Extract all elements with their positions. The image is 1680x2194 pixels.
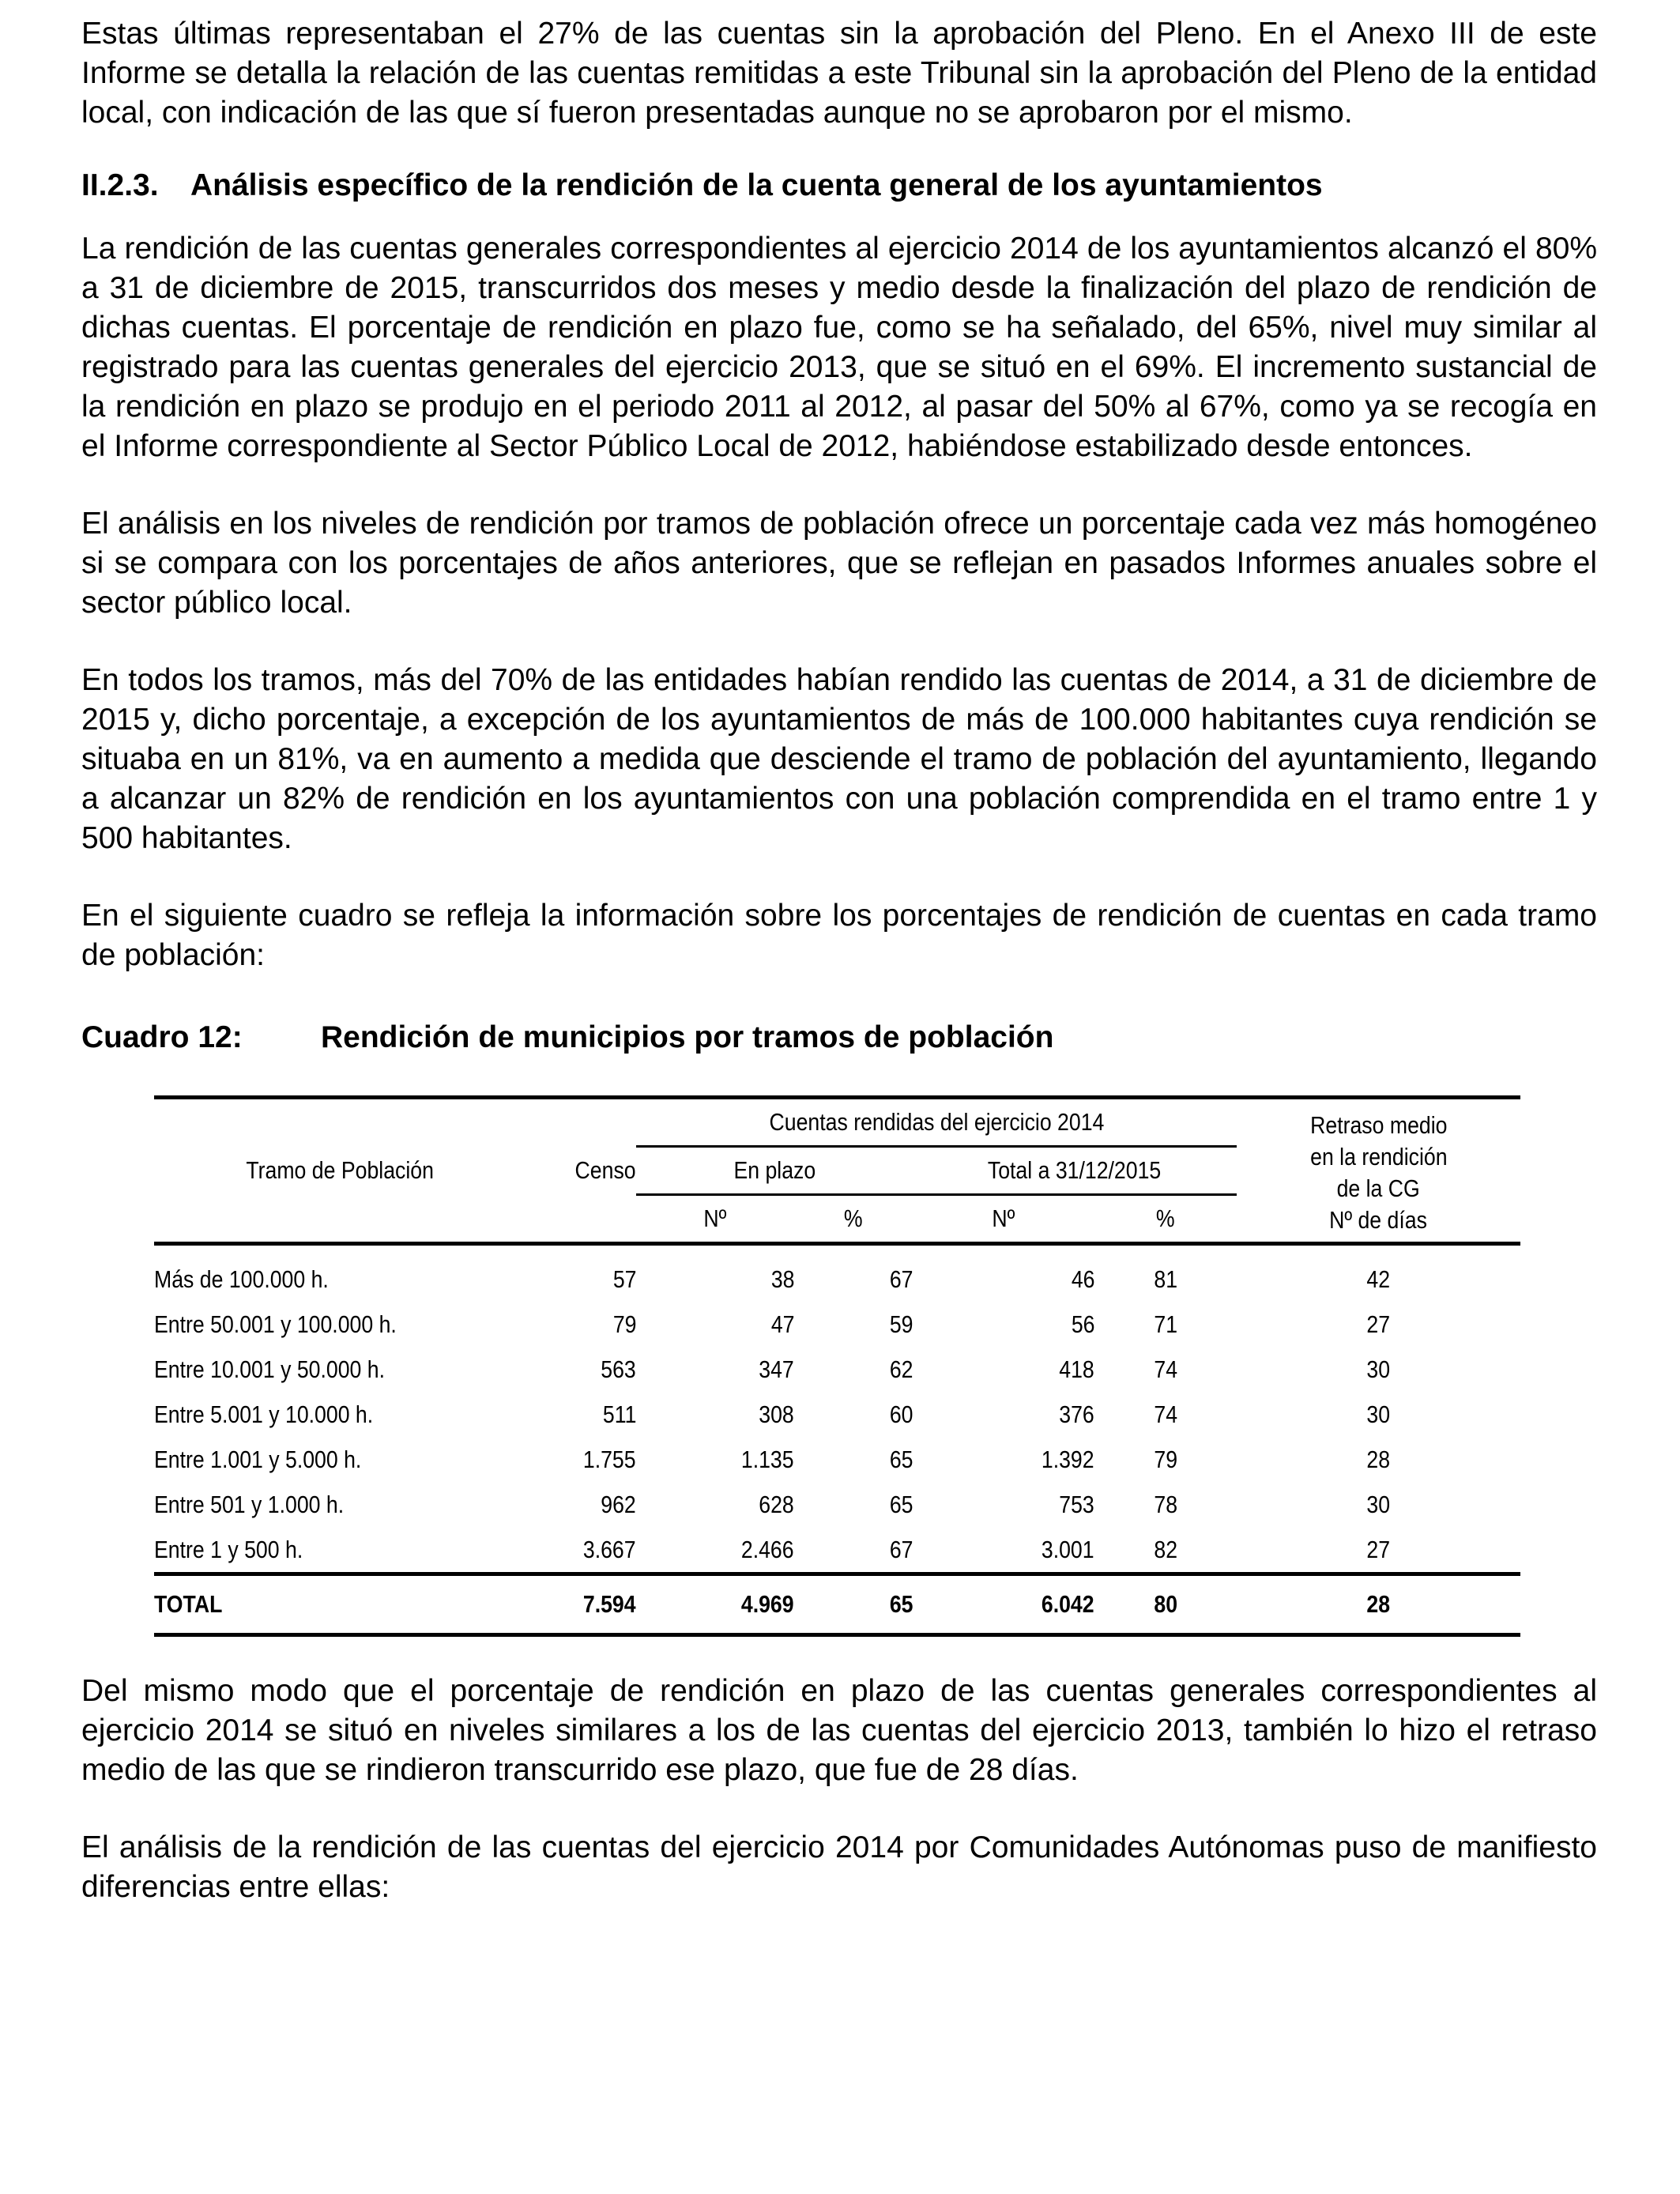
paragraph-comunidades: El análisis de la rendición de las cuentas del ejercicio 2014 por Comunidades Autónomas puso de manifiesto diferencias entre ellas: — [81, 1830, 1597, 1904]
paragraph-anexo: Estas últimas representaban el 27% de las cuentas sin la aprobación del Pleno. En el Anexo III de este Informe se detalla la relación de las cuentas remitidas a este Tribunal sin la aprobación del Pleno de la entidad local, con indicación de las que sí fueron presentadas aunque no se aprobaron por el mismo. — [81, 17, 1597, 130]
table-row: Entre 1 y 500 h. 3.667 2.466 67 3.001 82 27 — [154, 1535, 1391, 1563]
header-n-total: Nº — [992, 1204, 1015, 1232]
table-body — [154, 1244, 1520, 1635]
document-page — [81, 14, 1597, 1907]
table-row: Entre 501 y 1.000 h. 962 628 65 753 78 30 — [154, 1490, 1391, 1518]
caption-title: Rendición de municipios por tramos de población — [321, 1020, 1054, 1054]
header-total-fecha: Total a 31/12/2015 — [913, 1147, 1237, 1195]
header-cuentas-rendidas: Cuentas rendidas del ejercicio 2014 — [636, 1098, 1237, 1147]
caption-label: Cuadro 12: — [81, 1020, 243, 1054]
section-heading — [81, 166, 1597, 205]
header-pct-plazo: % — [844, 1204, 863, 1232]
paragraph-todos-tramos: En todos los tramos, más del 70% de las entidades habían rendido las cuentas de 2014, a 31 de diciembre de 2015 y, dicho porcentaje, a excepción de los ayuntamientos de más de 100.000 habitantes cuya rendición se situaba en un 81%, va en aumento a medida que desciende el tramo de población del ayuntamiento, llegando a alcanzar un 82% de rendición en los ayuntamientos con una población comprendida en el tramo entre 1 y 500 habitantes. — [81, 663, 1597, 855]
paragraph-analisis-tramos: El análisis en los niveles de rendición por tramos de población ofrece un porcentaje cada vez más homogéneo si se compara con los porcentajes de años anteriores, que se reflejan en pasados Informes anuales sobre el sector público local. — [81, 507, 1597, 620]
section-number: II.2.3. — [81, 168, 159, 202]
data-table — [154, 1095, 1520, 1637]
paragraph-rendicion: La rendición de las cuentas generales correspondientes al ejercicio 2014 de los ayuntamientos alcanzó el 80% a 31 de diciembre de 2015, transcurridos dos meses y medio desde la finalización del plazo de rendición de dichas cuentas. El porcentaje de rendición en plazo fue, como se ha señalado, del 65%, nivel muy similar al registrado para las cuentas generales del ejercicio 2013, que se situó en el 69%. El incremento sustancial de la rendición en plazo se produjo en el periodo 2011 al 2012, al pasar del 50% al 67%, como ya se recogía en el Informe correspondiente al Sector Público Local de 2012, habiéndose estabilizado desde entonces. — [81, 232, 1597, 463]
table-container — [154, 1095, 1520, 1637]
header-n-plazo: Nº — [703, 1204, 727, 1232]
table-row: Entre 5.001 y 10.000 h. 511 308 60 376 74 30 — [154, 1400, 1391, 1428]
header-censo: Censo — [574, 1156, 636, 1184]
header-pct-total: % — [1156, 1204, 1175, 1232]
header-retraso: Retraso medio en la rendición de la CG Nº de días — [1309, 1111, 1448, 1234]
table-row: Entre 1.001 y 5.000 h. 1.755 1.135 65 1.392 79 28 — [154, 1445, 1391, 1473]
paragraph-retraso-medio: Del mismo modo que el porcentaje de rendición en plazo de las cuentas generales correspondientes al ejercicio 2014 se situó en niveles similares a los de las cuentas del ejercicio 2013, también lo hizo el retraso medio de las que se rindieron transcurrido ese plazo, que fue de 28 días. — [81, 1674, 1597, 1787]
table-total-row: TOTAL 7.594 4.969 65 6.042 80 28 — [154, 1574, 1520, 1635]
table-row: Más de 100.000 h. 57 38 67 46 81 42 — [154, 1265, 1391, 1293]
table-row: Entre 50.001 y 100.000 h. 79 47 59 56 71 27 — [154, 1310, 1391, 1338]
paragraph-intro-cuadro: En el siguiente cuadro se refleja la información sobre los porcentajes de rendición de cuentas en cada tramo de población: — [81, 899, 1597, 972]
header-en-plazo: En plazo — [636, 1147, 913, 1195]
table-caption — [81, 1018, 1597, 1057]
section-title: Análisis específico de la rendición de la cuenta general de los ayuntamientos — [190, 168, 1323, 202]
header-tramo: Tramo de Población — [246, 1156, 434, 1184]
table-row: Entre 10.001 y 50.000 h. 563 347 62 418 74 30 — [154, 1355, 1391, 1383]
